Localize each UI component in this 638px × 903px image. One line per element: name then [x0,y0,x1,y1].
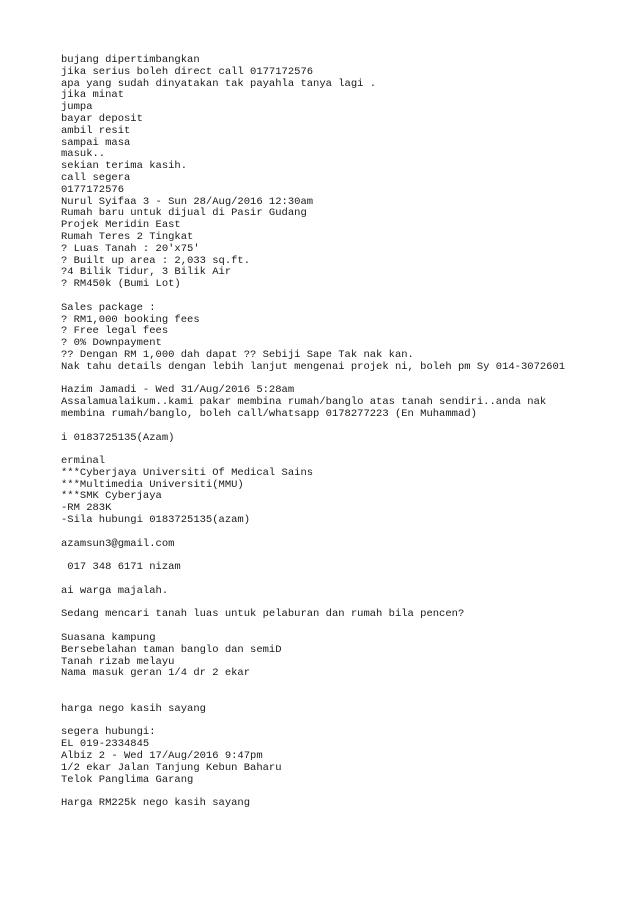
blank-line [61,444,621,456]
text-line: jumpa [61,101,93,114]
text-line: masuk.. [61,148,106,161]
text-line: Sedang mencari tanah luas untuk pelaburan dan rumah bila pencen? [61,608,465,621]
text-line: 1/2 ekar Jalan Tanjung Kebun Baharu [61,761,282,774]
text-line: Nurul Syifaa 3 - Sun 28/Aug/2016 12:30am [61,195,314,208]
text-line: Rumah Teres 2 Tingkat [61,230,194,243]
text-line: ai warga majalah. [61,584,169,597]
text-line: ? RM450k (Bumi Lot) [61,278,181,291]
text-line: bayar deposit [61,112,143,125]
text-line: ? 0% Downpayment [61,337,162,350]
blank-line [61,527,621,539]
text-line: azamsun3@gmail.com [61,537,175,550]
text-line: segera hubungi: [61,726,156,739]
text-line: Projek Meridin East [61,219,181,232]
text-line: jika minat [61,89,125,102]
text-line: Hazim Jamadi - Wed 31/Aug/2016 5:28am [61,384,295,397]
text-line: 017 348 6171 nizam [61,561,181,574]
text-line: erminal [61,455,106,468]
text-line: ***SMK Cyberjaya [61,490,162,503]
text-line: 0177172576 [61,183,125,196]
text-line: jika serius boleh direct call 0177172576 [61,65,314,78]
text-line: ***Multimedia Universiti(MMU) [61,478,244,491]
text-line: Harga RM225k nego kasih sayang [61,797,251,810]
blank-line [61,421,621,433]
text-line: Nak tahu details dengan lebih lanjut mengenai projek ni, boleh pm Sy 014-3072601 [61,360,566,373]
text-line: ?? Dengan RM 1,000 dah dapat ?? Sebiji Sape Tak nak kan. [61,348,414,361]
text-line: ? Free legal fees [61,325,169,338]
text-line: ?4 Bilik Tidur, 3 Bilik Air [61,266,232,279]
text-line: ? Built up area : 2,033 sq.ft. [61,254,251,267]
text-line: apa yang sudah dinyatakan tak payahla tanya lagi . [61,77,377,90]
text-line: call segera [61,171,131,184]
text-line: i 0183725135(Azam) [61,431,175,444]
text-line: -RM 283K [61,502,112,515]
document-body [61,55,621,810]
blank-line [61,680,621,692]
text-line: Assalamualaikum..kami pakar membina rumah/banglo atas tanah sendiri..anda nak [61,396,547,409]
text-line: ambil resit [61,124,131,137]
text-line: Sales package : [61,301,156,314]
text-line: bujang dipertimbangkan [61,54,200,66]
text-line: EL 019-2334845 [61,738,150,751]
text-line: -Sila hubungi 0183725135(azam) [61,514,251,527]
text-line: Albiz 2 - Wed 17/Aug/2016 9:47pm [61,750,263,763]
text-line: membina rumah/banglo, boleh call/whatsapp 0178277223 (En Muhammad) [61,407,477,420]
text-line: harga nego kasih sayang [61,702,206,715]
text-line: Telok Panglima Garang [61,773,194,786]
text-line: sekian terima kasih. [61,160,188,173]
text-line: ? Luas Tanah : 20'x75' [61,242,200,255]
text-line: ? RM1,000 booking fees [61,313,200,326]
text-line: Nama masuk geran 1/4 dr 2 ekar [61,667,251,680]
text-line: Suasana kampung [61,632,156,645]
blank-line [61,291,621,303]
text-line: ***Cyberjaya Universiti Of Medical Sains [61,466,314,479]
text-line: Tanah rizab melayu [61,655,175,668]
text-line: sampai masa [61,136,131,149]
text-line: Rumah baru untuk dijual di Pasir Gudang [61,207,307,220]
text-line: Bersebelahan taman banglo dan semiD [61,643,282,656]
